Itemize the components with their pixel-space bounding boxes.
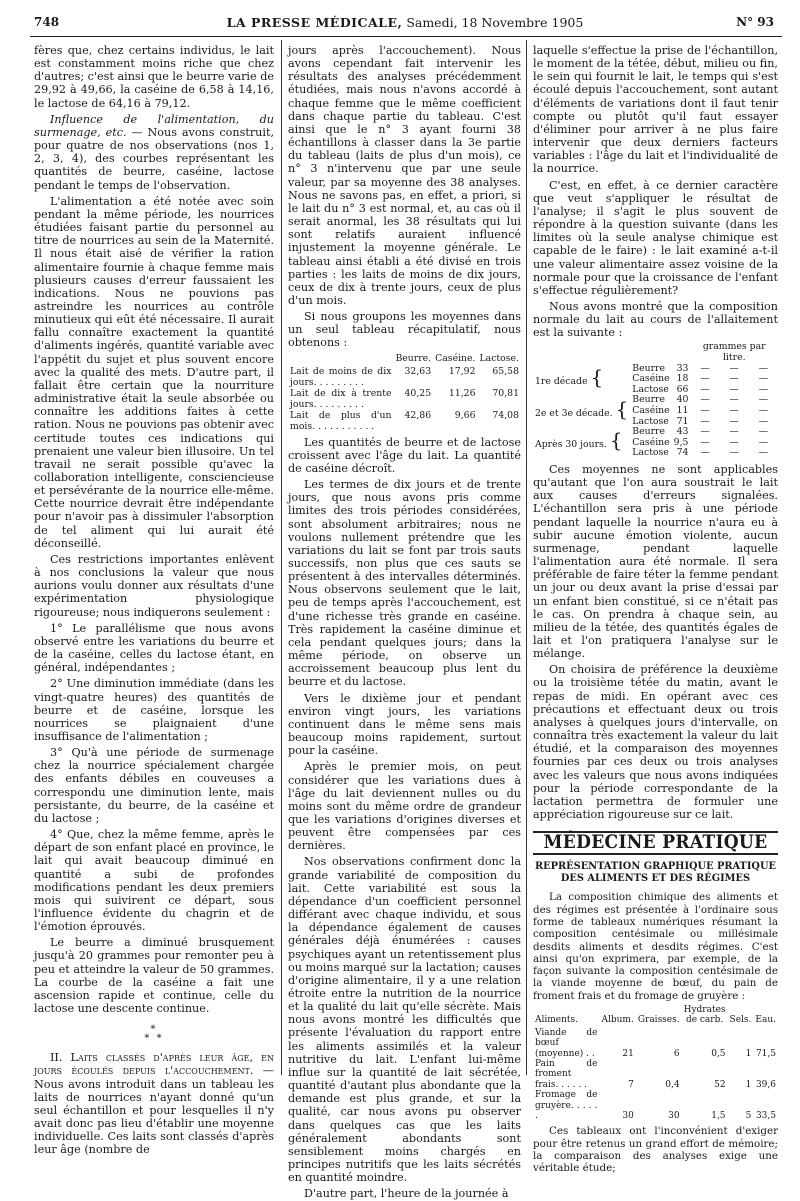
table-cell: 9,66 (454, 409, 476, 421)
table-cell: — (729, 394, 739, 406)
table-cell: 33 (676, 362, 689, 374)
table-cell: 7 (628, 1079, 634, 1090)
table-row (533, 1090, 778, 1121)
table-header: Graisses. (637, 1015, 680, 1026)
table-cell: 70,81 (492, 387, 519, 399)
header-rule (30, 36, 782, 37)
table-cell: 32,63 (404, 365, 432, 377)
list-item: 4° Que, chez la même femme, après le départ de son enfant placé en province, le lait qui avait beaucoup diminué en quantité a subi de profondes modifications pendant les deux premiers mois qui suivirent ce départ, sous l'influence évidente du chagrin et de l'émotion éprouvés. (34, 828, 274, 934)
table-header-row (533, 1005, 778, 1028)
table-cell: 1 (745, 1048, 752, 1059)
table-cell: 43 (676, 426, 689, 438)
paragraph: La composition chimique des aliments et des régimes est présentée à l'ordinaire sous forme de tableaux numériques résumant la composition centésimale ou millésimale desdits aliments et desdits régimes. C'est ainsi qu'on exprimera, par exemple, de la façon suivante la composition centésimale de la viande moyenne de bœuf, du pain de froment frais et du fromage de gruyère : (533, 891, 778, 1002)
table-cell: 39,6 (755, 1079, 776, 1090)
table-row (288, 410, 521, 432)
table-cell: — (729, 373, 739, 385)
table-cell: 30 (668, 1111, 680, 1122)
column-divider-2 (526, 40, 527, 1075)
row-label: Pain de froment frais. . . . . . (535, 1059, 598, 1090)
table-cell: — (758, 447, 769, 459)
table-cell: — (700, 426, 710, 438)
composition-table (533, 342, 778, 459)
paragraph: Si nous groupons les moyennes dans un seul tableau récapitulatif, nous obtenons : (288, 310, 521, 350)
row-label: Lait de plus d'un mois. . . . . . . . . . . (290, 409, 392, 432)
table-cell: 11 (676, 405, 689, 416)
column-1 (34, 44, 274, 1157)
paragraph: Après le premier mois, on peut considérer que les variations dues à l'âge du lait deviennent nulles ou du moins sont du même ordre de grandeur que les variations d'origines diverses et peuvent être compensées par ces dernières. (288, 760, 521, 853)
row-label: Fromage de gruyère. . . . . . (535, 1090, 598, 1122)
journal-title: LA PRESSE MÉDICALE, (226, 15, 403, 30)
table-cell: — (758, 426, 769, 438)
row-label: Lactose (632, 383, 669, 395)
table-cell: 33,5 (755, 1111, 776, 1122)
issue-number: N° 93 (736, 15, 774, 29)
list-item: 2° Une diminution immédiate (dans les vingt-quatre heures) des quantités de beurre et de caséine, lorsque les nourrices se plaignaient d'une insuffisance de l'alimentation ; (34, 677, 274, 743)
table-cell: 52 (714, 1079, 726, 1090)
paragraph: Ces tableaux ont l'inconvénient d'exiger pour être retenus un grand effort de mémoire; la comparaison des analyses exige une véritable étude; (533, 1125, 778, 1175)
table-header: grammes par litre. (702, 341, 766, 364)
table-cell: — (700, 415, 710, 427)
table-cell: 0,4 (665, 1079, 680, 1090)
paragraph: Les termes de dix jours et de trente jours, que nous avons pris comme limites des trois périodes considérées, sont absolument arbitraires; nous ne voulons nullement prétendre que les variations du lait se font par trois sauts successifs, non plus que ces sauts se présentent à des intervalles déterminés. Nous observons seulement que le lait, peu de temps après l'accouchement, est d'une richesse très grande en caséine. Très rapidement la caséine diminue et cela pendant quelques jours; dans la même période, on observe un accroissement beaucoup plus lent du beurre et du lactose. (288, 478, 521, 689)
table-cell: — (700, 394, 710, 406)
table-cell: 40,25 (404, 387, 432, 399)
table-cell: 1,5 (711, 1111, 726, 1122)
table-row (288, 366, 521, 388)
paragraph: Les quantités de beurre et de lactose croissent avec l'âge du lait. La quantité de caséine décroît. (288, 435, 521, 475)
table-cell: — (729, 362, 739, 374)
paragraph: Le beurre a diminué brusquement jusqu'à 20 grammes pour remonter peu à peu et atteindre la valeur de 50 grammes. La courbe de la caséine a fait une ascension rapide et continue, celle du lactose une descente continue. (34, 936, 274, 1016)
table-cell: 1 (745, 1079, 752, 1090)
table-cell: 42,86 (404, 409, 432, 421)
table-cell: — (700, 362, 710, 374)
paragraph: L'alimentation a été notée avec soin pendant la même période, les nourrices étudiées faisant partie du personnel au titre de nourrices au sein de la Maternité. Il nous était aisé de vérifier la ration alimentaire fournie à chaque femme mais plusieurs causes d'erreur faussaient les indications. Nous ne pouvions pas astreindre les nourrices au contrôle minutieux qui eût été nécessaire. Il aurait fallu connaître exactement la quantité d'aliments ingérés, quantité variable avec l'appétit du sujet et plus souvent encore avec la qualité des mets. D'autre part, il fallait être certain que la nourriture administrative était la seule absorbée ou connaître les additions faites à cette ration. Nous ne pouvions pas obtenir avec certitude toutes ces indications qui prenaient une valeur bien illusoire. Un tel travail ne serait possible qu'avec la collaboration intelligente, consciencieuse et persévérante de la nourrice elle-même. Cette nourrice devrait être indépendante pour n'avoir pas à dissimuler l'absorption de tel aliment qui lui aurait été déconseillé. (34, 194, 274, 550)
table-header: Aliments. (535, 1015, 579, 1026)
table-row (288, 388, 521, 410)
row-label: Beurre (632, 362, 665, 374)
table-header-row (288, 353, 521, 366)
table-cell: — (758, 373, 769, 385)
page-number: 748 (34, 15, 60, 29)
column-divider-1 (281, 40, 282, 1075)
table-cell: — (758, 405, 769, 416)
summary-table (288, 353, 521, 432)
row-label: Viande de bœuf (moyenne) . . (535, 1027, 598, 1059)
column-3 (533, 44, 778, 1175)
table-cell: — (700, 383, 710, 395)
row-label: Lactose (632, 447, 669, 459)
table-cell: 18 (676, 373, 689, 385)
table-header: Lactose. (479, 352, 519, 364)
table-cell: — (729, 405, 739, 416)
table-cell: — (700, 436, 710, 448)
table-cell: 0,5 (711, 1048, 726, 1059)
table-cell: 66 (676, 383, 689, 395)
table-cell: — (758, 394, 769, 406)
table-cell: — (729, 415, 739, 427)
paragraph: Nous avons montré que la composition normale du lait au cours de l'allaitement est la suivante : (533, 299, 778, 340)
paragraph: Ces restrictions importantes enlèvent à nos conclusions la valeur que nous aurions voulu donner aux résultats d'une expérimentation physiologique rigoureuse; nous indiquerons seulement : (34, 552, 274, 619)
table-cell: 74,08 (492, 409, 519, 421)
table-header: Hydrates de carb. (683, 1005, 726, 1026)
table-cell: — (729, 447, 739, 459)
food-composition-table (533, 1005, 778, 1121)
section-banner (533, 831, 778, 855)
table-cell: 5 (745, 1111, 752, 1122)
paragraph: laquelle s'effectue la prise de l'échantillon, le moment de la tétée, début, milieu ou fin, le sein qui fournit le lait, le temps qui s'est écoulé depuis l'accouchement, sont autant d'éléments de variations dont il faut tenir compte ou plutôt qu'il faut essayer d'éliminer pour arriver à ne plus faire intervenir que deux derniers facteurs variables : l'âge du lait et l'individualité de la nourrice. (533, 44, 778, 176)
table-header: Album. (601, 1015, 634, 1026)
table-cell: — (758, 383, 769, 395)
section-separator: * * * (144, 1024, 164, 1045)
row-label: Caséine (632, 373, 670, 385)
table-cell: — (700, 405, 710, 416)
row-label: Caséine (632, 436, 670, 448)
paragraph-text: — Nous avons introduit dans un tableau les laits de nourrices n'ayant donné qu'un seul échantillon et pour lesquelles il n'y avait donc pas lieu d'établir une moyenne individuelle. Ces laits sont classés d'après leur âge (nombre de (34, 1064, 274, 1157)
table-cell: 11,26 (448, 387, 476, 399)
article-subheading: REPRÉSENTATION GRAPHIQUE PRATIQUE DES ALIMENTS ET DES RÉGIMES (535, 861, 776, 885)
paragraph (34, 113, 274, 192)
paragraph: Vers le dixième jour et pendant environ vingt jours, les variations continuent dans le même sens mais beaucoup moins rapidement, surtout pour la caséine. (288, 691, 521, 758)
table-header: Caséine. (435, 352, 476, 364)
table-header (288, 353, 393, 366)
table-cell: 17,92 (448, 365, 476, 377)
table-cell: 30 (622, 1111, 634, 1122)
table-cell: — (729, 426, 739, 438)
paragraph-heading: Influence de l'alimentation, du surmenage, etc. (34, 112, 274, 139)
table-cell: — (700, 447, 710, 459)
row-label: Lait de dix à trente jours. . . . . . . . . (290, 387, 392, 410)
paragraph: Ces moyennes ne sont applicables qu'autant que l'on aura soustrait le lait aux causes d'erreurs signalées. L'échantillon sera pris à une période pendant laquelle la nourrice n'aura eu à subir aucune émotion violente, aucun surmenage, pendant laquelle l'alimentation aura été normale. Il sera préférable de faire téter la femme pendant un jour ou deux avant la prise d'essai par un enfant bien constitué, si ce n'était pas le cas. On prendra à chaque sein, au milieu de la tétée, des quantités égales de lait et l'on pratiquera l'analyse sur le mélange. (533, 462, 778, 661)
table-header: Sels. (729, 1015, 752, 1026)
paragraph-text: — Nous avons construit, pour quatre de nos observations (nos 1, 2, 3, 4), des courbes représentant les quantités de beurre, caséine, lactose pendant le temps de l'observation. (34, 125, 275, 192)
table-cell: 71,5 (755, 1048, 776, 1059)
table-cell: — (729, 383, 739, 395)
table-cell: 74 (676, 447, 689, 459)
table-cell: — (700, 373, 710, 385)
paragraph: fères que, chez certains individus, le lait est constamment moins riche que chez d'autres; c'est ainsi que le beurre varie de 29,92 à 49,66, la caséine de 6,58 à 14,16, le lactose de 64,16 à 79,12. (34, 44, 274, 110)
table-row (533, 1059, 778, 1090)
table-cell: — (729, 436, 739, 448)
row-label: Lait de moins de dix jours. . . . . . . . . (290, 365, 392, 388)
table-row (533, 1028, 778, 1059)
column-2 (288, 44, 521, 1201)
row-label: Lactose (632, 415, 669, 427)
table-cell: — (758, 362, 769, 374)
table-header: Beurre. (395, 352, 432, 364)
table-cell: — (758, 415, 769, 427)
table-cell: 6 (673, 1048, 680, 1059)
paragraph: On choisira de préférence la deuxième ou la troisième tétée du matin, avant le repas de midi. En opérant avec ces précautions et effectuant deux ou trois analyses à quelques jours d'intervalle, on connaîtra très exactement la valeur du lait étudié, et la comparaison des moyennes fournies par ces deux ou trois analyses avec les valeurs que nous avons indiquées pour la période correspondante de la lactation permettra de formuler une appréciation rigoureuse sur ce lait. (533, 663, 778, 822)
row-label: Beurre (632, 426, 665, 438)
page-header (30, 15, 780, 35)
row-label: Caséine (632, 405, 670, 416)
issue-date: Samedi, 18 Novembre 1905 (406, 15, 584, 30)
row-label: Beurre (632, 394, 665, 406)
table-cell: 21 (622, 1048, 634, 1059)
table-header-row (533, 342, 778, 363)
table-cell: 71 (676, 415, 689, 427)
running-title (30, 15, 780, 30)
table-header: Eau. (755, 1015, 776, 1026)
group-label: Après 30 jours. { (535, 428, 623, 453)
table-cell: — (758, 436, 769, 448)
paragraph: D'autre part, l'heure de la journée à (304, 1187, 509, 1201)
paragraph: Nos observations confirment donc la grande variabilité de composition du lait. Cette variabilité est sous la dépendance d'un coefficient personnel différant avec chaque individu, et sous la dépendance également de causes générales déjà énumérées : causes psychiques ayant un retentissement plus ou moins marqué sur la lactation; causes d'origine alimentaire, il y a une relation étroite entre la nutrition de la nourrice et la qualité du lait qu'elle sécrète. Mais nous avons montré les difficultés que présente l'évaluation du rapport entre les aliments assimilés et la valeur nutritive du lait. L'enfant lui-même influe sur la quantité de lait sécrétée, quantité d'autant plus abondante que la demande est plus grande, et sur la qualité, car nous avons pu observer dans quelques cas que les laits généralement abondants sont sensiblement moins chargés en principes nutritifs que les laits sécrétés en quantité moindre. (288, 855, 522, 1185)
list-item: 1° Le parallélisme que nous avons observé entre les variations du beurre et de la caséine, celles du lactose étant, en général, indépendantes ; (34, 621, 274, 675)
section-title: MÉDECINE PRATIQUE (543, 831, 768, 854)
list-item: 3° Qu'à une période de surmenage chez la nourrice spécialement chargée des enfants débiles en couveuses a correspondu une diminution lente, mais persistante, du beurre, de la caséine et du lactose ; (34, 746, 274, 825)
group-label: 1re décade { (535, 364, 604, 389)
table-cell: 9,5 (673, 436, 689, 448)
table-cell: 40 (676, 394, 689, 406)
group-label: 2e et 3e décade. { (535, 396, 629, 421)
paragraph: C'est, en effet, à ce dernier caractère que veut s'appliquer le résultat de l'analyse; il s'agit le plus souvent de répondre à la question suivante (dans les limites où la seule analyse chimique est capable de le faire) : le lait examiné a-t-il une valeur alimentaire assez voisine de la normale pour que la croissance de l'enfant s'effectue régulièrement? (533, 178, 778, 297)
paragraph: jours après l'accouchement). Nous avons cependant fait intervenir les résultats des analyses précédemment étudiées, mais nous n'avons accordé à chaque femme que le même coefficient dans chaque partie du tableau. C'est ainsi que le n° 3 ayant fourni 38 échantillons à classer dans la 3e partie du tableau (laits de plus d'un mois), ce n° 3 n'intervenu que par une seule valeur, par sa moyenne des 38 analyses. Nous ne savons pas, en effet, a priori, si le lait du n° 3 est normal, et, au cas où il serait anormal, les 38 résultats qui lui sont relatifs auraient influencé injustement la moyenne générale. Le tableau ainsi établi a été divisé en trois parties : les laits de moins de dix jours, ceux de dix à trente jours, ceux de plus d'un mois. (288, 44, 521, 307)
paragraph (34, 1051, 274, 1156)
table-cell: 65,58 (492, 365, 519, 377)
section-heading: II. Laits classés d'après leur âge, en jours écoulés depuis l'accouchement. (34, 1051, 274, 1078)
